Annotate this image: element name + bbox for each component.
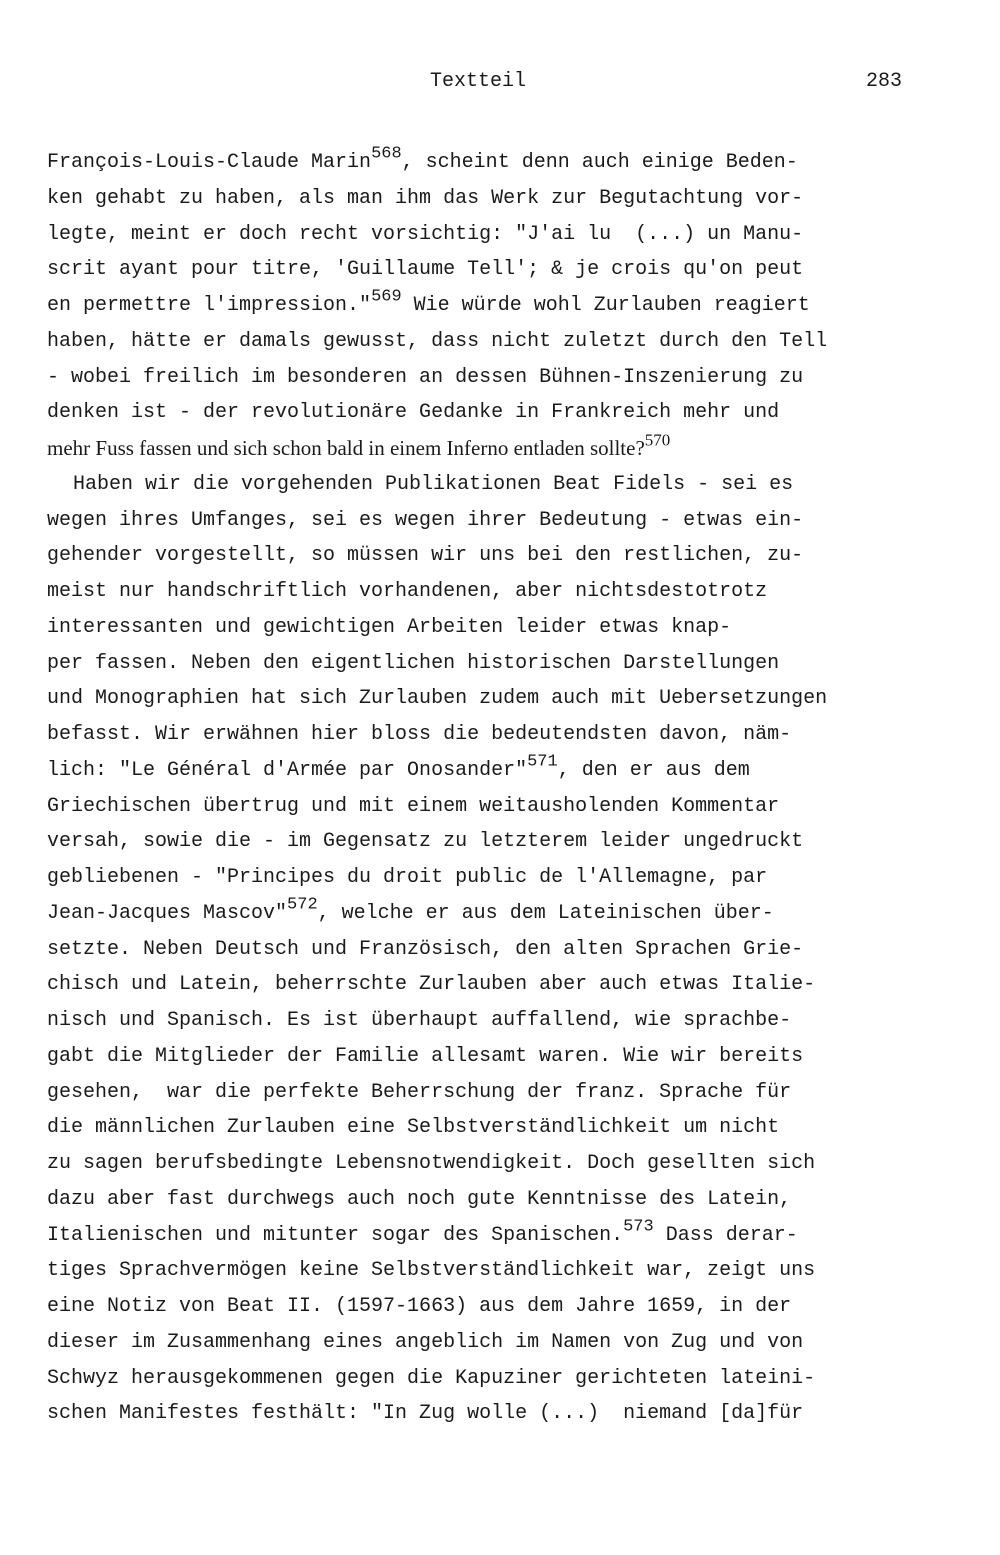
text-segment: en permettre l'impression." xyxy=(47,294,372,317)
text-line xyxy=(47,181,947,217)
text-segment: ken gehabt zu haben, als man ihm das Werk zur Begutachtung vor- xyxy=(47,186,804,210)
text-line xyxy=(47,860,947,896)
footnote-reference: 571 xyxy=(527,752,558,772)
text-line xyxy=(47,789,947,825)
text-segment: nisch und Spanisch. Es ist überhaupt auffallend, wie sprachbe- xyxy=(47,1009,792,1032)
text-segment: chisch und Latein, beherrschte Zurlauben aber auch etwas Italie- xyxy=(47,973,816,997)
text-segment: wegen ihres Umfanges, sei es wegen ihrer Bedeutung - etwas ein- xyxy=(47,508,804,532)
text-segment: versah, sowie die - im Gegensatz zu letzterem leider ungedruckt xyxy=(47,830,804,854)
text-line xyxy=(47,1146,947,1182)
text-line xyxy=(47,896,947,932)
text-segment: die männlichen Zurlauben eine Selbstverständlichkeit um nicht xyxy=(47,1116,780,1140)
body-text xyxy=(47,145,947,1432)
text-line xyxy=(47,360,947,396)
text-line xyxy=(47,467,947,503)
text-segment: Dass derar- xyxy=(653,1223,798,1247)
text-line xyxy=(47,1182,947,1218)
text-segment: befasst. Wir erwähnen hier bloss die bedeutendsten davon, näm- xyxy=(47,723,792,746)
text-line xyxy=(47,538,947,574)
text-line xyxy=(47,610,947,646)
text-line xyxy=(47,252,947,288)
text-segment: dazu aber fast durchwegs auch noch gute Kenntnisse des Latein, xyxy=(47,1187,792,1211)
text-segment: zu sagen berufsbedingte Lebensnotwendigkeit. Doch gesellten sich xyxy=(47,1152,816,1175)
text-line xyxy=(47,324,947,360)
text-line xyxy=(47,1361,947,1397)
footnote-reference: 568 xyxy=(371,144,402,164)
text-line xyxy=(47,932,947,968)
text-segment: François-Louis-Claude Marin xyxy=(47,151,372,174)
text-segment: legte, meint er doch recht vorsichtig: "J'ai lu (...) un Manu- xyxy=(47,222,804,246)
text-line xyxy=(47,1039,947,1075)
text-segment: denken ist - der revolutionäre Gedanke in Frankreich mehr und xyxy=(47,401,780,425)
text-line xyxy=(47,1003,947,1039)
text-segment: gesehen, war die perfekte Beherrschung der franz. Sprache für xyxy=(47,1080,792,1104)
text-segment: setzte. Neben Deutsch und Französisch, den alten Sprachen Grie- xyxy=(47,937,804,961)
text-segment: Italienischen und mitunter sogar des Spanischen. xyxy=(47,1223,624,1247)
text-segment: meist nur handschriftlich vorhandenen, aber nichtsdestotrotz xyxy=(47,580,768,603)
text-segment: gehender vorgestellt, so müssen wir uns bei den restlichen, zu- xyxy=(47,544,804,568)
text-line xyxy=(47,1218,947,1254)
footnote-reference: 570 xyxy=(644,430,671,450)
text-line xyxy=(47,503,947,539)
text-line xyxy=(47,431,947,467)
text-line xyxy=(47,753,947,789)
text-segment: Schwyz herausgekommenen gegen die Kapuziner gerichteten lateini- xyxy=(47,1366,816,1390)
text-line xyxy=(47,646,947,682)
text-line xyxy=(47,1075,947,1111)
page-number: 283 xyxy=(866,70,903,93)
footnote-reference: 573 xyxy=(623,1217,654,1237)
text-line xyxy=(47,967,947,1003)
text-line xyxy=(47,395,947,431)
text-segment: mehr Fuss fassen und sich schon bald in einem Inferno entladen sollte? xyxy=(47,436,645,460)
text-segment: haben, hätte er damals gewusst, dass nicht zuletzt durch den Tell xyxy=(47,329,828,353)
text-segment: per fassen. Neben den eigentlichen historischen Darstellungen xyxy=(47,651,780,675)
text-line xyxy=(47,145,947,181)
text-line xyxy=(47,1396,947,1432)
text-line xyxy=(47,217,947,253)
text-line xyxy=(47,288,947,324)
footnote-reference: 569 xyxy=(371,287,402,307)
text-line xyxy=(47,681,947,717)
text-line xyxy=(47,717,947,753)
text-segment: , scheint denn auch einige Beden- xyxy=(401,151,798,174)
text-segment: Haben wir die vorgehenden Publikationen Beat Fidels - sei es xyxy=(73,472,794,496)
text-line xyxy=(47,574,947,610)
text-line xyxy=(47,1110,947,1146)
running-header-title: Textteil xyxy=(430,70,527,93)
text-segment: lich: "Le Général d'Armée par Onosander" xyxy=(47,758,528,782)
text-segment: gabt die Mitglieder der Familie allesamt waren. Wie wir bereits xyxy=(47,1044,804,1068)
text-segment: tiges Sprachvermögen keine Selbstverständlichkeit war, zeigt uns xyxy=(47,1259,816,1283)
text-line xyxy=(47,824,947,860)
text-segment: , welche er aus dem Lateinischen über- xyxy=(317,901,774,925)
text-segment: - wobei freilich im besonderen an dessen Bühnen-Inszenierung zu xyxy=(47,365,804,389)
text-segment: und Monographien hat sich Zurlauben zudem auch mit Uebersetzungen xyxy=(47,687,828,711)
text-segment: Griechischen übertrug und mit einem weitausholenden Kommentar xyxy=(47,794,780,818)
text-line xyxy=(47,1325,947,1361)
text-line xyxy=(47,1253,947,1289)
footnote-reference: 572 xyxy=(287,895,318,915)
text-segment: dieser im Zusammenhang eines angeblich im Namen von Zug und von xyxy=(47,1330,804,1354)
text-segment: gebliebenen - "Principes du droit public de l'Allemagne, par xyxy=(47,866,768,889)
text-line xyxy=(47,1289,947,1325)
text-segment: scrit ayant pour titre, 'Guillaume Tell'; & je crois qu'on peut xyxy=(47,258,804,282)
text-segment: schen Manifestes festhält: "In Zug wolle (...) niemand [da]für xyxy=(47,1402,804,1426)
text-segment: eine Notiz von Beat II. (1597-1663) aus dem Jahre 1659, in der xyxy=(47,1295,792,1318)
text-segment: , den er aus dem xyxy=(557,758,750,782)
text-segment: interessanten und gewichtigen Arbeiten leider etwas knap- xyxy=(47,615,732,639)
text-segment: Wie würde wohl Zurlauben reagiert xyxy=(401,294,810,317)
text-segment: Jean-Jacques Mascov" xyxy=(47,901,288,925)
